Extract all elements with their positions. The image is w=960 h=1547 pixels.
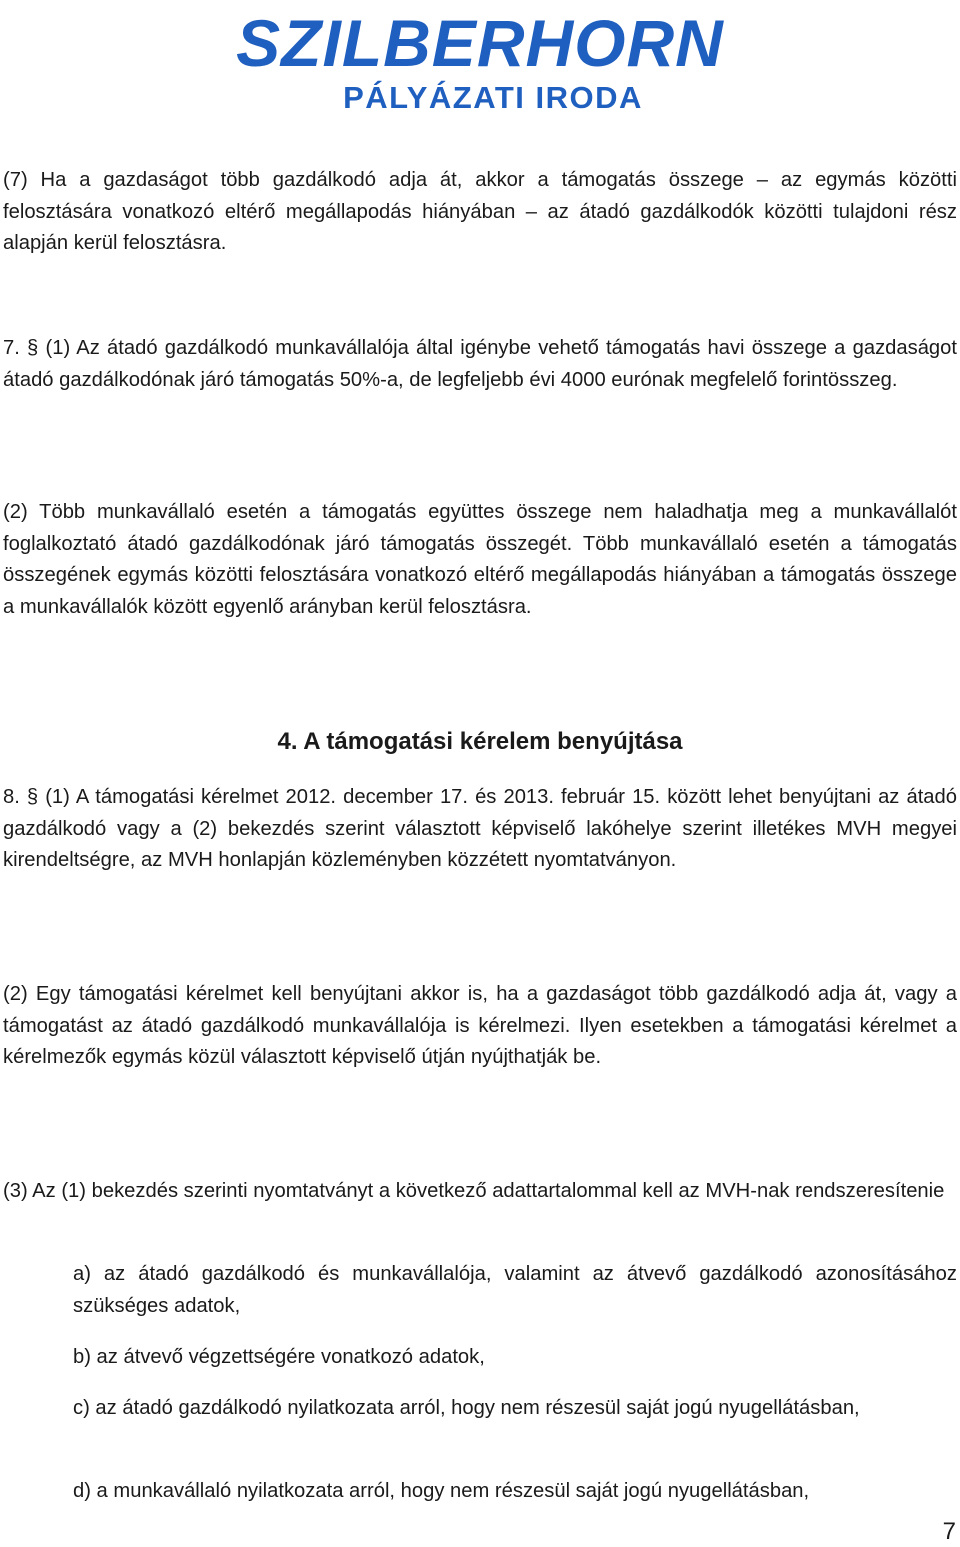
list-item-d: d) a munkavállaló nyilatkozata arról, hogy nem részesül saját jogú nyugellátásban, — [73, 1480, 810, 1502]
section-7-para-2: (2) Több munkavállaló esetén a támogatás együttes összege nem haladhatja meg a munkavállalót foglalkoztató átadó gazdálkodónak járó támogatás összegét. Több munkavállaló esetén a támogatás összegének egymás közötti felosztására vonatkozó eltérő megállapodás hiányában a támogatás összege a munkavállalók között egyenlő arányban kerül felosztásra. — [3, 501, 957, 618]
logo-subtitle: PÁLYÁZATI IRODA — [343, 80, 643, 115]
section-8-para-3: (3) Az (1) bekezdés szerinti nyomtatványt a következő adattartalommal kell az MVH-nak rendszeresítenie — [3, 1180, 945, 1202]
list-item-b: b) az átvevő végzettségére vonatkozó adatok, — [73, 1346, 485, 1368]
logo-brand: SZILBERHORN — [236, 6, 724, 80]
paragraph-7-7: (7) Ha a gazdaságot több gazdálkodó adja át, akkor a támogatás összege – az egymás közötti felosztására vonatkozó eltérő megállapodás hiányában – az átadó gazdálkodók közötti tulajdoni rész alapján kerül felosztásra. — [3, 169, 957, 254]
list-item-a: a) az átadó gazdálkodó és munkavállalója, valamint az átvevő gazdálkodó azonosításához szükséges adatok, — [73, 1263, 957, 1317]
section-7-para-1: 7. § (1) Az átadó gazdálkodó munkavállalója által igénybe vehető támogatás havi összege a gazdaságot átadó gazdálkodónak járó támogatás 50%-a, de legfeljebb évi 4000 eurónak megfelelő forintösszeg. — [3, 337, 957, 391]
section-8-para-1: 8. § (1) A támogatási kérelmet 2012. december 17. és 2013. február 15. között lehet benyújtani az átadó gazdálkodó vagy a (2) bekezdés szerint választott képviselő lakóhelye szerint illetékes MVH megyei kirendeltségre, az MVH honlapján közleményben közzétett nyomtatványon. — [3, 786, 957, 871]
logo-graphic — [235, 0, 725, 120]
section-heading — [0, 725, 960, 759]
section-heading-text: 4. A támogatási kérelem benyújtása — [277, 728, 683, 755]
list-item-c: c) az átadó gazdálkodó nyilatkozata arról, hogy nem részesül saját jogú nyugellátásban, — [73, 1397, 860, 1419]
page-number: 7 — [942, 1518, 956, 1545]
szilberhorn-logo — [0, 0, 960, 120]
section-8-para-2: (2) Egy támogatási kérelmet kell benyújtani akkor is, ha a gazdaságot több gazdálkodó adja át, vagy a támogatást az átadó gazdálkodó munkavállalója is kérelmezi. Ilyen esetekben a támogatási kérelmet a kérelmezők egymás közül választott képviselő útján nyújthatják be. — [3, 983, 957, 1068]
